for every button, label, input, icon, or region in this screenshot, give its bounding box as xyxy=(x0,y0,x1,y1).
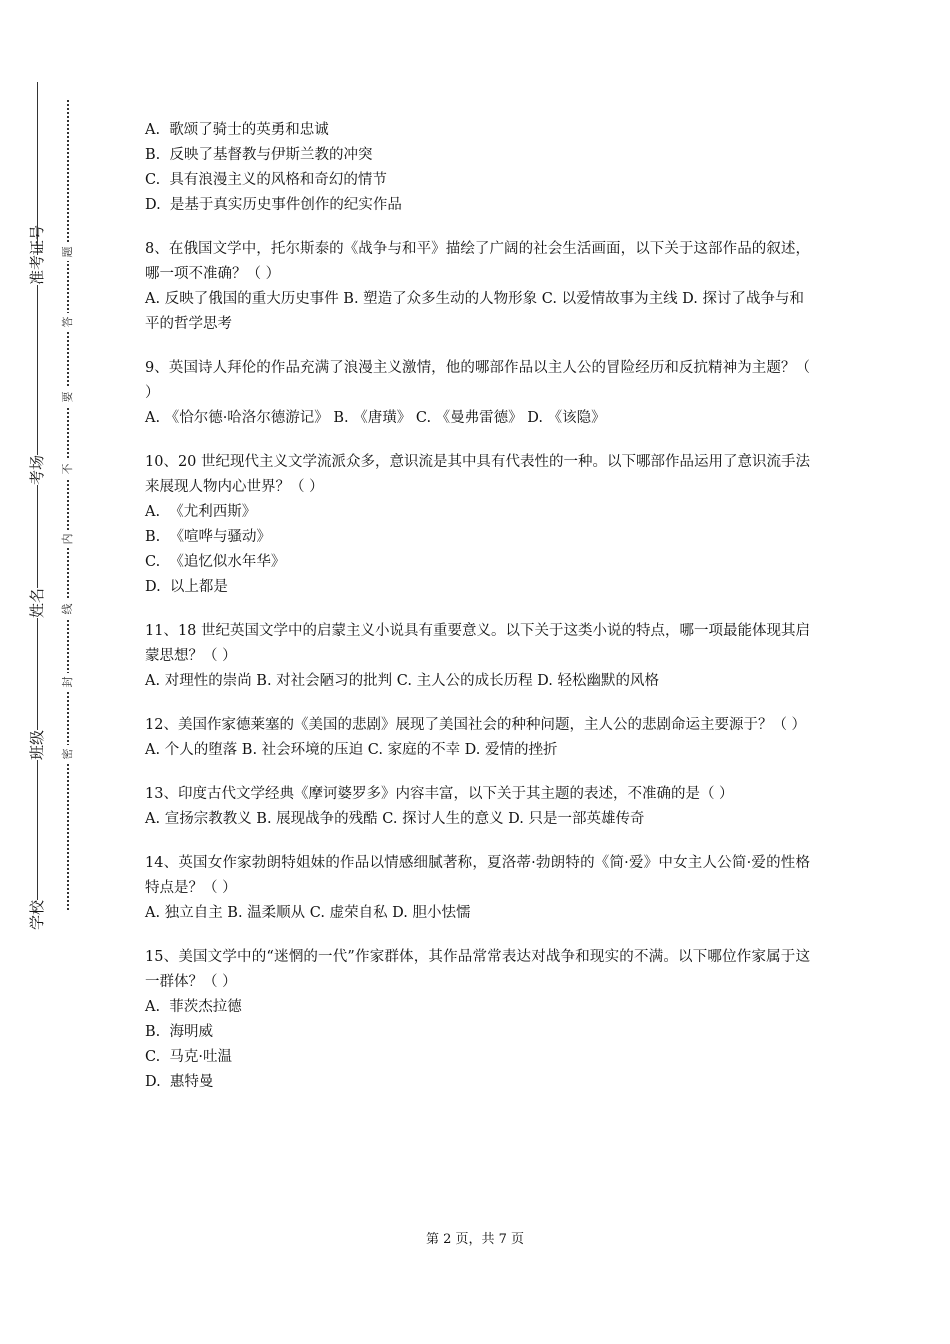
question-12 xyxy=(145,713,810,763)
question-options: A. 独立自主 B. 温柔顺从 C. 虚荣自私 D. 胆小怯懦 xyxy=(145,905,471,921)
option-line: C. 马克·吐温 xyxy=(145,1049,233,1065)
field-label-school: 学校 xyxy=(22,900,52,930)
binding-dotted-line xyxy=(67,100,69,910)
question-13 xyxy=(145,782,810,832)
option-line: D. 惠特曼 xyxy=(145,1074,214,1090)
question-8 xyxy=(145,237,810,337)
question-text: 10、20 世纪现代主义文学流派众多，意识流是其中具有代表性的一种。以下哪部作品运用了意识流手法来展现人物内心世界？（ ） xyxy=(145,454,811,495)
question-text: 11、18 世纪英国文学中的启蒙主义小说具有重要意义。以下关于这类小说的特点，哪一项最能体现其启蒙思想？（ ） xyxy=(145,623,811,664)
seal-char: 内 xyxy=(59,530,77,548)
seal-char: 密 xyxy=(59,745,77,763)
question-text: 15、美国文学中的“迷惘的一代”作家群体，其作品常常表达对战争和现实的不满。以下哪位作家属于这一群体？（ ） xyxy=(145,949,810,990)
binding-solid-line xyxy=(37,82,38,930)
option-line: D. 是基于真实历史事件创作的纪实作品 xyxy=(145,197,402,213)
binding-margin xyxy=(0,0,90,1344)
page-footer: 第 2 页，共 7 页 xyxy=(425,1232,525,1247)
question-content xyxy=(145,118,810,1095)
question-options: A. 反映了俄国的重大历史事件 B. 塑造了众多生动的人物形象 C. 以爱情故事为主线 D. 探讨了战争与和平的哲学思考 xyxy=(145,291,805,332)
option-line: D. 以上都是 xyxy=(145,579,228,595)
question-11 xyxy=(145,619,810,694)
option-line: B. 海明威 xyxy=(145,1024,213,1040)
question-options: A. 《恰尔德·哈洛尔德游记》 B. 《唐璜》 C. 《曼弗雷德》 D. 《该隐》 xyxy=(145,410,606,426)
option-line: A. 歌颂了骑士的英勇和忠诚 xyxy=(145,122,329,138)
field-label-exam-room: 考场 xyxy=(22,455,52,485)
seal-char: 线 xyxy=(59,600,77,618)
question-10 xyxy=(145,450,810,600)
seal-char: 不 xyxy=(59,460,77,478)
question-text: 8、在俄国文学中，托尔斯泰的《战争与和平》描绘了广阔的社会生活画面，以下关于这部作品的叙述，哪一项不准确？（ ） xyxy=(145,241,810,282)
question-text: 9、英国诗人拜伦的作品充满了浪漫主义激情，他的哪部作品以主人公的冒险经历和反抗精神为主题？（ ） xyxy=(145,360,810,401)
field-label-class: 班级 xyxy=(22,730,52,760)
question-7-options xyxy=(145,118,810,218)
field-label-exam-number: 准考证号 xyxy=(22,255,52,285)
question-text: 13、印度古代文学经典《摩诃婆罗多》内容丰富，以下关于其主题的表述，不准确的是（ ） xyxy=(145,786,734,802)
option-line: A. 菲茨杰拉德 xyxy=(145,999,242,1015)
field-label-name: 姓名 xyxy=(22,588,52,618)
question-options: A. 对理性的崇尚 B. 对社会陋习的批判 C. 主人公的成长历程 D. 轻松幽默的风格 xyxy=(145,673,660,689)
option-line: A. 《尤利西斯》 xyxy=(145,504,257,520)
question-9 xyxy=(145,356,810,431)
question-options: A. 个人的堕落 B. 社会环境的压迫 C. 家庭的不幸 D. 爱情的挫折 xyxy=(145,742,558,758)
seal-char: 封 xyxy=(59,673,77,691)
option-line: C. 具有浪漫主义的风格和奇幻的情节 xyxy=(145,172,387,188)
question-text: 12、美国作家德莱塞的《美国的悲剧》展现了美国社会的种种问题，主人公的悲剧命运主要源于？（ ） xyxy=(145,717,807,733)
option-line: C. 《追忆似水年华》 xyxy=(145,554,286,570)
question-options: A. 宣扬宗教教义 B. 展现战争的残酷 C. 探讨人生的意义 D. 只是一部英雄传奇 xyxy=(145,811,645,827)
question-text: 14、英国女作家勃朗特姐妹的作品以情感细腻著称，夏洛蒂·勃朗特的《简·爱》中女主人公简·爱的性格特点是？（ ） xyxy=(145,855,810,896)
question-14 xyxy=(145,851,810,926)
option-line: B. 反映了基督教与伊斯兰教的冲突 xyxy=(145,147,373,163)
seal-char: 答 xyxy=(59,313,77,331)
seal-char: 要 xyxy=(59,388,77,406)
option-line: B. 《喧哗与骚动》 xyxy=(145,529,271,545)
question-15 xyxy=(145,945,810,1095)
seal-char: 题 xyxy=(59,243,77,261)
